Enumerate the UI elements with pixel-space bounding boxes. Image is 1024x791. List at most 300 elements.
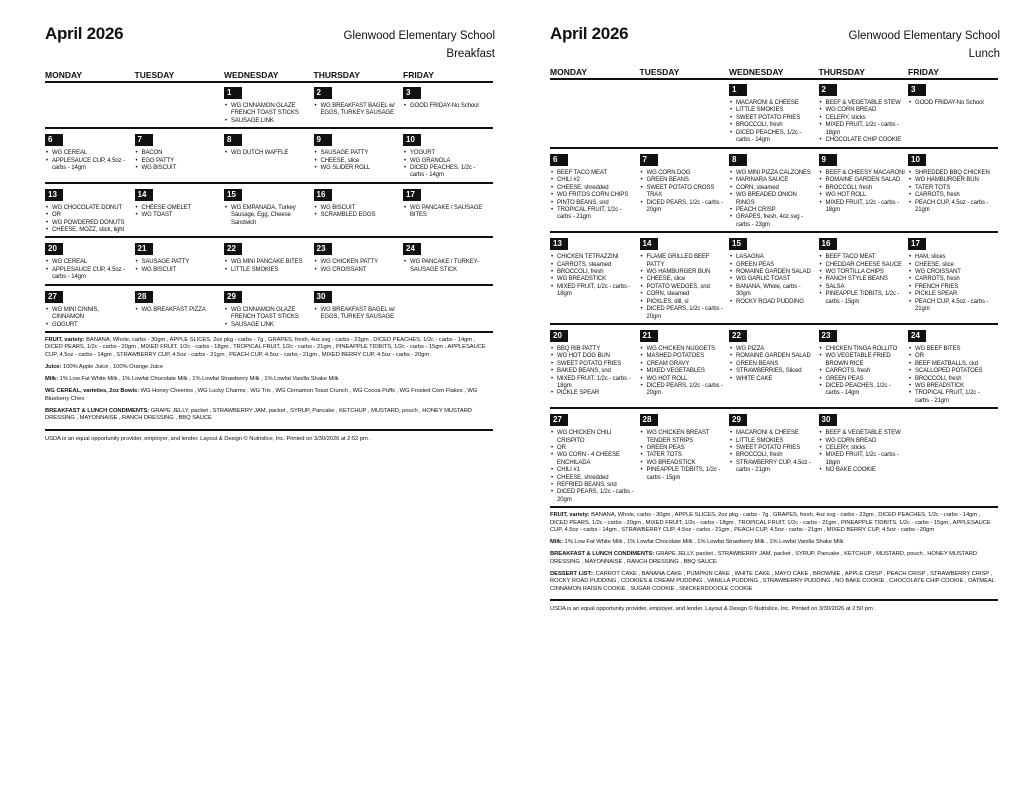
menu-item: • WG VEGETABLE FRIED BROWN RICE (819, 353, 906, 368)
menu-items (550, 170, 637, 222)
note-label: Milk: (45, 376, 58, 383)
day-number: 16 (314, 189, 332, 201)
weekday-label: TUESDAY (134, 70, 175, 80)
day-number: 24 (403, 243, 421, 255)
menu-items (45, 150, 132, 172)
menu-items (819, 430, 906, 474)
menu-item: • CARROTS, steamed (550, 262, 637, 269)
menu-items (224, 259, 311, 274)
day-number: 8 (224, 134, 242, 146)
weekday-label: WEDNESDAY (729, 67, 784, 77)
day-cell (403, 184, 493, 235)
menu-body (45, 82, 493, 443)
footer-disclaimer: USDA is an equal opportunity provider, employer, and lender. Layout & Design © Nutrislice, Inc. Printed on 3/30/2026 at 2:52 pm . (45, 429, 493, 443)
day-number: 17 (908, 238, 926, 250)
menu-item: • WG TORTILLA CHIPS (819, 269, 906, 276)
menu-item: • BEEF & CHEESY MACARONI (819, 170, 906, 177)
note-label: DESSERT LIST:: (550, 571, 595, 577)
menu-item: • DICED PEARS, 1/2c - carbs - 20gm (550, 489, 637, 504)
day-number: 15 (224, 189, 242, 201)
menu-item: • PICKLE SPEAR (908, 291, 995, 298)
menu-item: • ROCKY ROAD PUDDING (729, 299, 816, 306)
day-cell (403, 286, 493, 329)
menu-item: • WG BREADSTICK (908, 383, 995, 390)
note-paragraph (45, 364, 493, 371)
menu-items (45, 259, 132, 281)
menu-items (640, 346, 727, 398)
menu-item: • CHEESE, shredded (550, 185, 637, 192)
menu-item: • CHILI #1 (550, 467, 637, 474)
menu-item: • WG BEEF BITES (908, 346, 995, 353)
menu-item: • BEEF TACO MEAT (819, 254, 906, 261)
menu-items (550, 254, 637, 298)
menu-item: • BANANA, Whole, carbs - 30gm (729, 284, 816, 299)
menu-item: • BACON (135, 150, 222, 157)
day-cell (729, 233, 819, 321)
day-number: 3 (908, 84, 926, 96)
day-cell (135, 129, 225, 180)
menu-item: • EGG PATTY (135, 158, 222, 165)
day-number: 23 (819, 330, 837, 342)
day-cell (314, 82, 404, 125)
menu-item: • WG BREADED ONION RINGS (729, 192, 816, 207)
day-cell (640, 409, 730, 504)
day-cell (314, 129, 404, 180)
day-number: 29 (224, 291, 242, 303)
menu-item: • STRAWBERRIES, Sliced (729, 368, 816, 375)
menu-items (403, 259, 490, 274)
menu-item: • SWEET POTATO FRIES (729, 445, 816, 452)
day-cell (550, 233, 640, 321)
day-number: 8 (729, 154, 747, 166)
menu-item: • WG CROISSANT (314, 267, 401, 274)
day-cell (908, 149, 998, 229)
day-cell (224, 129, 314, 180)
meal-type: Breakfast (446, 48, 495, 60)
menu-item: • WG FRITOS CORN CHIPS (550, 192, 637, 199)
menu-item: • TATER TOTS (908, 185, 995, 192)
menu-item: • APPLESAUCE CUP, 4.5oz - carbs - 14gm (45, 267, 132, 282)
day-cell (729, 149, 819, 229)
day-number: 20 (550, 330, 568, 342)
menu-items (314, 150, 401, 172)
menu-item: • MIXED FRUIT, 1/2c - carbs - 18gm (550, 284, 637, 299)
menu-item: • WG CEREAL (45, 150, 132, 157)
menu-item: • MACARONI & CHEESE (729, 430, 816, 437)
menu-item: • OR (45, 212, 132, 219)
menu-item: • CHEESE, slice (908, 262, 995, 269)
day-cell (640, 233, 730, 321)
menu-item: • GOGURT (45, 322, 132, 329)
menu-items (908, 254, 995, 313)
menu-item: • WG PIZZA (729, 346, 816, 353)
week-row (550, 147, 998, 231)
menu-item: • WG DUTCH WAFFLE (224, 150, 311, 157)
day-cell (819, 149, 909, 229)
day-cell (403, 238, 493, 281)
menu-item: • WG BISCUIT (135, 165, 222, 172)
menu-items (729, 100, 816, 144)
note-paragraph (550, 571, 998, 593)
note-paragraph (45, 408, 493, 423)
menu-item: • WG EMPANADA, Turkey Sausage, Egg, Cheese Sandwich (224, 205, 311, 227)
menu-items (314, 307, 401, 322)
note-text: BANANA, Whole, carbs - 30gm , APPLE SLICES, 2oz pkg - carbs - 7g , GRAPES, fresh, 4oz svg - carbs - 23gm , DICED PEACHES, 1/2c - carbs - 14gm , DICED PEARS, 1/2c - carbs - 20gm , MIXED FRUIT, 1/2c - carbs - 18gm , TROPICAL FRUIT, 1/2c - carbs - 21gm , PINEAPPLE TIDBITS, 1/2c - carbs - 15gm , APPLESAUCE CUP, 4.5oz - carbs - 14gm , STRAWBERRY CUP, 4.5oz - carbs - 21gm , PEACH CUP, 4.5oz - carbs - 21gm , MIXED BERRY CUP, 4.5oz - carbs - 20gm (550, 512, 991, 533)
day-cell (819, 233, 909, 321)
menu-item: • SCRAMBLED EGGS (314, 212, 401, 219)
day-number: 14 (135, 189, 153, 201)
menu-item: • FRENCH FRIES (908, 284, 995, 291)
note-label: BREAKFAST & LUNCH CONDIMENTS: (45, 407, 150, 414)
menu-item: • CORN, steamed (640, 291, 727, 298)
day-cell (403, 129, 493, 180)
day-cell (908, 79, 998, 145)
menu-item: • BROCCOLI, fresh (729, 452, 816, 459)
menu-item: • WG SLIDER ROLL (314, 165, 401, 172)
menu-item: • DICED PEARS, 1/2c - carbs - 20gm (640, 200, 727, 215)
day-number: 10 (403, 134, 421, 146)
menu-items (403, 150, 490, 180)
day-number: 20 (45, 243, 63, 255)
menu-item: • ROMAINE GARDEN SALAD (729, 353, 816, 360)
day-number: 30 (819, 414, 837, 426)
menu-items (45, 205, 132, 235)
menu-item: • CELERY, sticks (819, 115, 906, 122)
day-cell (908, 233, 998, 321)
menu-item: • OR (550, 445, 637, 452)
menu-item: • BEEF & VEGETABLE STEW (819, 430, 906, 437)
week-row (45, 182, 493, 237)
menu-item: • CHICKEN TINGA ROLLITO (819, 346, 906, 353)
menu-item: • MARINARA SAUCE (729, 177, 816, 184)
menu-item: • GREEN BEANS (640, 177, 727, 184)
menu-item: • WG CHOCOLATE DONUT (45, 205, 132, 212)
menu-items (224, 103, 311, 125)
note-text: GRAPE JELLY, packet , STRAWBERRY JAM, packet , SYRUP, Pancake , KETCHUP , MUSTARD, pouch , HONEY MUSTARD DRESSING , MAYONNAISE , RANCH DRESSING , BBQ SAUCE (550, 551, 977, 565)
day-number: 30 (314, 291, 332, 303)
menu-item: • WG CINNAMON GLAZE FRENCH TOAST STICKS (224, 103, 311, 118)
day-number: 1 (729, 84, 747, 96)
day-number: 23 (314, 243, 332, 255)
menu-item: • CORN, steamed (729, 185, 816, 192)
menu-item: • DICED PEACHES, 1/2c - carbs - 14gm (403, 165, 490, 180)
menu-item: • CARROTS, fresh (819, 368, 906, 375)
menu-item: • BROCCOLI, fresh (819, 185, 906, 192)
week-row (45, 127, 493, 182)
menu-item: • BBQ RIB PATTY (550, 346, 637, 353)
menu-item: • BEEF TACO MEAT (550, 170, 637, 177)
note-text: GRAPE JELLY, packet , STRAWBERRY JAM, packet , SYRUP, Pancake , KETCHUP , MUSTARD, pouch , HONEY MUSTARD DRESSING , MAYONNAISE , RANCH DRESSING , BBQ SAUCE (45, 407, 472, 422)
menu-item: • CARROTS, fresh (908, 276, 995, 283)
day-cell (45, 238, 135, 281)
day-number: 9 (314, 134, 332, 146)
day-cell (314, 184, 404, 235)
menu-item: • WG TOAST (135, 212, 222, 219)
menu-items (908, 170, 995, 214)
day-cell (908, 409, 998, 504)
menu-items (314, 259, 401, 274)
menu-items (550, 346, 637, 398)
week-row (45, 82, 493, 127)
menu-item: • CARROTS, fresh (908, 192, 995, 199)
day-number: 13 (45, 189, 63, 201)
day-cell (45, 82, 135, 125)
menu-item: • MASHED POTATOES (640, 353, 727, 360)
menu-item: • WG CORN BREAD (819, 438, 906, 445)
menu-item: • NO BAKE COOKIE (819, 467, 906, 474)
menu-item: • WG BISCUIT (314, 205, 401, 212)
menu-item: • TROPICAL FRUIT, 1/2c - carbs - 21gm (908, 390, 995, 405)
day-cell (45, 286, 135, 329)
day-number: 24 (908, 330, 926, 342)
menu-item: • WG CINNAMON GLAZE FRENCH TOAST STICKS (224, 307, 311, 322)
school-name: Glenwood Elementary School (343, 30, 495, 42)
menu-item: • WG MINI CINNIS, CINNAMON (45, 307, 132, 322)
menu-items (908, 100, 995, 107)
note-paragraph (45, 337, 493, 359)
menu-notes (550, 512, 998, 613)
menu-item: • TROPICAL FRUIT, 1/2c - carbs - 21gm (550, 207, 637, 222)
menu-item: • SWEET POTATO FRIES (550, 361, 637, 368)
menu-items (819, 100, 906, 144)
menu-item: • WG BREAKFAST BAGEL w/ EGGS, TURKEY SAUSAGE (314, 307, 401, 322)
menu-item: • TATER TOTS (640, 452, 727, 459)
menu-body (550, 79, 998, 613)
menu-item: • LASAGNA (729, 254, 816, 261)
menu-items (729, 346, 816, 383)
menu-item: • BROCCOLI, fresh (729, 122, 816, 129)
menu-item: • GRAPES, fresh, 4oz svg - carbs - 23gm (729, 214, 816, 229)
menu-item: • GREEN PEAS (640, 445, 727, 452)
menu-item: • BAKED BEANS, snd (550, 368, 637, 375)
note-text: 100% Apple Juice , 100% Orange Juice (61, 363, 164, 370)
note-text: BANANA, Whole, carbs - 30gm , APPLE SLICES, 2oz pkg - carbs - 7g , GRAPES, fresh, 4oz svg - carbs - 23gm , DICED PEACHES, 1/2c - carbs - 14gm , DICED PEARS, 1/2c - carbs - 20gm , MIXED FRUIT, 1/2c - carbs - 18gm , TROPICAL FRUIT, 1/2c - carbs - 21gm , PINEAPPLE TIDBITS, 1/2c - carbs - 15gm , APPLESAUCE CUP, 4.5oz - carbs - 14gm , STRAWBERRY CUP, 4.5oz - carbs - 21gm , PEACH CUP, 4.5oz - carbs - 21gm , MIXED BERRY CUP, 4.5oz - carbs - 20gm (45, 336, 486, 358)
note-paragraph (550, 512, 998, 534)
week-row (550, 231, 998, 323)
menu-item: • GOOD FRIDAY-No School (908, 100, 995, 107)
menu-item: • WHITE CAKE (729, 376, 816, 383)
menu-item: • CREAM GRAVY (640, 361, 727, 368)
menu-items (729, 170, 816, 229)
menu-items (224, 307, 311, 329)
menu-item: • WG BREADSTICK (550, 276, 637, 283)
menu-item: • MIXED VEGETABLES (640, 368, 727, 375)
menu-items (314, 103, 401, 118)
menu-item: • DICED PEARS, 1/2c - carbs - 20gm (640, 383, 727, 398)
menu-item: • REFRIED BEANS, snd (550, 482, 637, 489)
menu-item: • WG CORN DOG (640, 170, 727, 177)
weekday-label: FRIDAY (908, 67, 939, 77)
menu-item: • CHEESE, slice (640, 276, 727, 283)
day-cell (550, 409, 640, 504)
day-number: 28 (640, 414, 658, 426)
day-number: 27 (550, 414, 568, 426)
menu-item: • MACARONI & CHEESE (729, 100, 816, 107)
menu-item: • SAUSAGE PATTY (314, 150, 401, 157)
menu-item: • WG BREAKFAST PIZZA (135, 307, 222, 314)
menu-item: • WG BREADSTICK (640, 460, 727, 467)
week-row (45, 236, 493, 283)
school-name: Glenwood Elementary School (848, 30, 1000, 42)
menu-item: • BROCCOLI, fresh (908, 376, 995, 383)
note-label: WG CEREAL, varieties, 2oz Bowls: (45, 388, 140, 395)
day-cell (640, 79, 730, 145)
menu-items (640, 254, 727, 321)
menu-notes (45, 337, 493, 443)
menu-items (135, 205, 222, 220)
menu-items (550, 430, 637, 504)
menu-item: • SWEET POTATO FRIES (729, 115, 816, 122)
menu-item: • WG GRANOLA (403, 158, 490, 165)
menu-item: • GREEN PEAS (819, 376, 906, 383)
menu-item: • DICED PEACHES, 1/2c - carbs - 14gm (819, 383, 906, 398)
menu-items (135, 307, 222, 314)
menu-item: • WG BREAKFAST BAGEL w/ EGGS, TURKEY SAUSAGE (314, 103, 401, 118)
menu-item: • CHEESE, MOZZ, stick, light (45, 227, 132, 234)
menu-item: • WG HOT ROLL (819, 192, 906, 199)
menu-items (403, 205, 490, 220)
menu-items (314, 205, 401, 220)
menu-item: • DICED PEARS, 1/2c - carbs - 20gm (640, 306, 727, 321)
menu-item: • WG CORN - 4 CHEESE ENCHILADA (550, 452, 637, 467)
menu-item: • CHOCOLATE CHIP COOKIE (819, 137, 906, 144)
meal-type: Lunch (968, 48, 1000, 60)
menu-item: • HAM, slices (908, 254, 995, 261)
menu-items (819, 346, 906, 398)
menu-item: • PEACH CRISP (729, 207, 816, 214)
menu-item: • CHEESE, shredded (550, 475, 637, 482)
note-text: 1% Low Fat White Milk , 1% Lowfat Chocolate Milk , 1% Lowfat Strawberry Milk , 1% Lowfat Vanilla Shake Milk (57, 376, 339, 383)
day-number: 6 (45, 134, 63, 146)
day-cell (224, 82, 314, 125)
menu-items (819, 254, 906, 306)
menu-item: • PINEAPPLE TIDBITS, 1/2c - carbs - 15gm (640, 467, 727, 482)
menu-item: • YOGURT (403, 150, 490, 157)
menu-item: • WG CHICKEN BREAST TENDER STRIPS (640, 430, 727, 445)
menu-item: • SCALLOPED POTATOES (908, 368, 995, 375)
menu-item: • WG CHICKEN CHILI CRISPITO (550, 430, 637, 445)
menu-item: • ROMAINE GARDEN SALAD (729, 269, 816, 276)
menu-item: • LITTLE SMOKIES (729, 438, 816, 445)
menu-item: • MIXED FRUIT, 1/2c - carbs - 18gm (550, 376, 637, 391)
menu-item: • PINTO BEANS, snd (550, 200, 637, 207)
day-number: 16 (819, 238, 837, 250)
day-cell (550, 79, 640, 145)
day-number: 2 (819, 84, 837, 96)
note-label: FRUIT, variety: (45, 336, 85, 343)
footer-disclaimer: USDA is an equal opportunity provider, employer, and lender. Layout & Design © Nutrislice, Inc. Printed on 3/30/2026 at 2:50 pm . (550, 599, 998, 613)
menu-item: • CHILI #2 (550, 177, 637, 184)
menu-item: • WG CHICKEN NUGGETS (640, 346, 727, 353)
menu-items (45, 307, 132, 329)
day-cell (640, 149, 730, 229)
day-cell (729, 79, 819, 145)
menu-item: • MIXED FRUIT, 1/2c - carbs - 18gm (819, 452, 906, 467)
day-cell (403, 82, 493, 125)
day-cell (819, 409, 909, 504)
menu-item: • GREEN PEAS (729, 262, 816, 269)
menu-item: • CHICKEN TETRAZZINI (550, 254, 637, 261)
day-number: 29 (729, 414, 747, 426)
weekday-label: THURSDAY (313, 70, 360, 80)
menu-item: • APPLESAUCE CUP, 4.5oz - carbs - 14gm (45, 158, 132, 173)
note-label: Milk: (550, 539, 563, 546)
menu-items (640, 430, 727, 482)
day-number: 28 (135, 291, 153, 303)
menu-item: • FLAME GRILLED BEEF PATTY (640, 254, 727, 269)
menu-item: • WG CROISSANT (908, 269, 995, 276)
note-text: CARROT CAKE , BANANA CAKE , PUMPKIN CAKE , WHITE CAKE , MAYO CAKE , BROWNIE , APPLE CRISP , PEACH CRISP , STRAWBERRY CRISP , ROCKY ROAD PUDDING , COOKIES & CREAM PUDDING , VANILLA PUDDING , STRAWBERRY PUDDING , NO BAKE COOKIE , CHOCOLATE CHIP COOKIE , OATMEAL CINNAMON RAISIN COOKIE , SUGAR COOKIE , SNICKERDOODLE COOKIE (550, 571, 995, 592)
menu-items (224, 205, 311, 227)
weekday-label: TUESDAY (639, 67, 680, 77)
menu-item: • WG GARLIC TOAST (729, 276, 816, 283)
menu-item: • CHEESE OMELET (135, 205, 222, 212)
week-row (45, 284, 493, 333)
day-number: 22 (729, 330, 747, 342)
note-label: Juice: (45, 363, 62, 370)
day-cell (135, 184, 225, 235)
menu-item: • BEEF & VEGETABLE STEW (819, 100, 906, 107)
day-cell (135, 82, 225, 125)
day-cell (819, 79, 909, 145)
day-cell (224, 286, 314, 329)
day-number: 3 (403, 87, 421, 99)
menu-item: • SALSA (819, 284, 906, 291)
day-number: 6 (550, 154, 568, 166)
menu-item: • WG HOT DOG BUN (550, 353, 637, 360)
note-paragraph (45, 388, 493, 403)
day-number: 7 (135, 134, 153, 146)
menu-item: • MIXED FRUIT, 1/2c - carbs - 18gm (819, 200, 906, 215)
menu-item: • PICKLES, dill, sl (640, 299, 727, 306)
day-cell (908, 325, 998, 405)
menu-item: • PEACH CUP, 4.5oz - carbs - 21gm (908, 200, 995, 215)
menu-item: • CELERY, sticks (819, 445, 906, 452)
day-number: 27 (45, 291, 63, 303)
week-row (550, 79, 998, 147)
menu-item: • WG CHICKEN PATTY (314, 259, 401, 266)
day-number: 2 (314, 87, 332, 99)
note-paragraph (45, 376, 493, 383)
menu-item: • ROMAINE GARDEN SALAD (819, 177, 906, 184)
page-title: April 2026 (550, 24, 629, 43)
day-number: 22 (224, 243, 242, 255)
day-cell (45, 184, 135, 235)
day-cell (640, 325, 730, 405)
menu-item: • SHREDDED BBQ CHICKEN (908, 170, 995, 177)
menu-item: • WG CORN BREAD (819, 107, 906, 114)
menu-item: • STRAWBERRY CUP, 4.5oz - carbs - 21gm (729, 460, 816, 475)
menu-item: • SAUSAGE LINK (224, 322, 311, 329)
note-paragraph (550, 551, 998, 566)
day-cell (45, 129, 135, 180)
menu-item: • WG POWDERED DONUTS (45, 220, 132, 227)
day-cell (729, 325, 819, 405)
day-cell (550, 325, 640, 405)
day-cell (224, 184, 314, 235)
menu-item: • SWEET POTATO CROSS TRAX (640, 185, 727, 200)
weekday-label: WEDNESDAY (224, 70, 279, 80)
note-label: BREAKFAST & LUNCH CONDIMENTS: (550, 551, 655, 558)
day-cell (729, 409, 819, 504)
menu-item: • PEACH CUP, 4.5oz - carbs - 21gm (908, 299, 995, 314)
menu-item: • DICED PEACHES, 1/2c - carbs - 14gm (729, 130, 816, 145)
day-number: 9 (819, 154, 837, 166)
note-label: FRUIT, variety: (550, 512, 590, 519)
day-number: 21 (640, 330, 658, 342)
day-number: 1 (224, 87, 242, 99)
menu-items (729, 254, 816, 306)
